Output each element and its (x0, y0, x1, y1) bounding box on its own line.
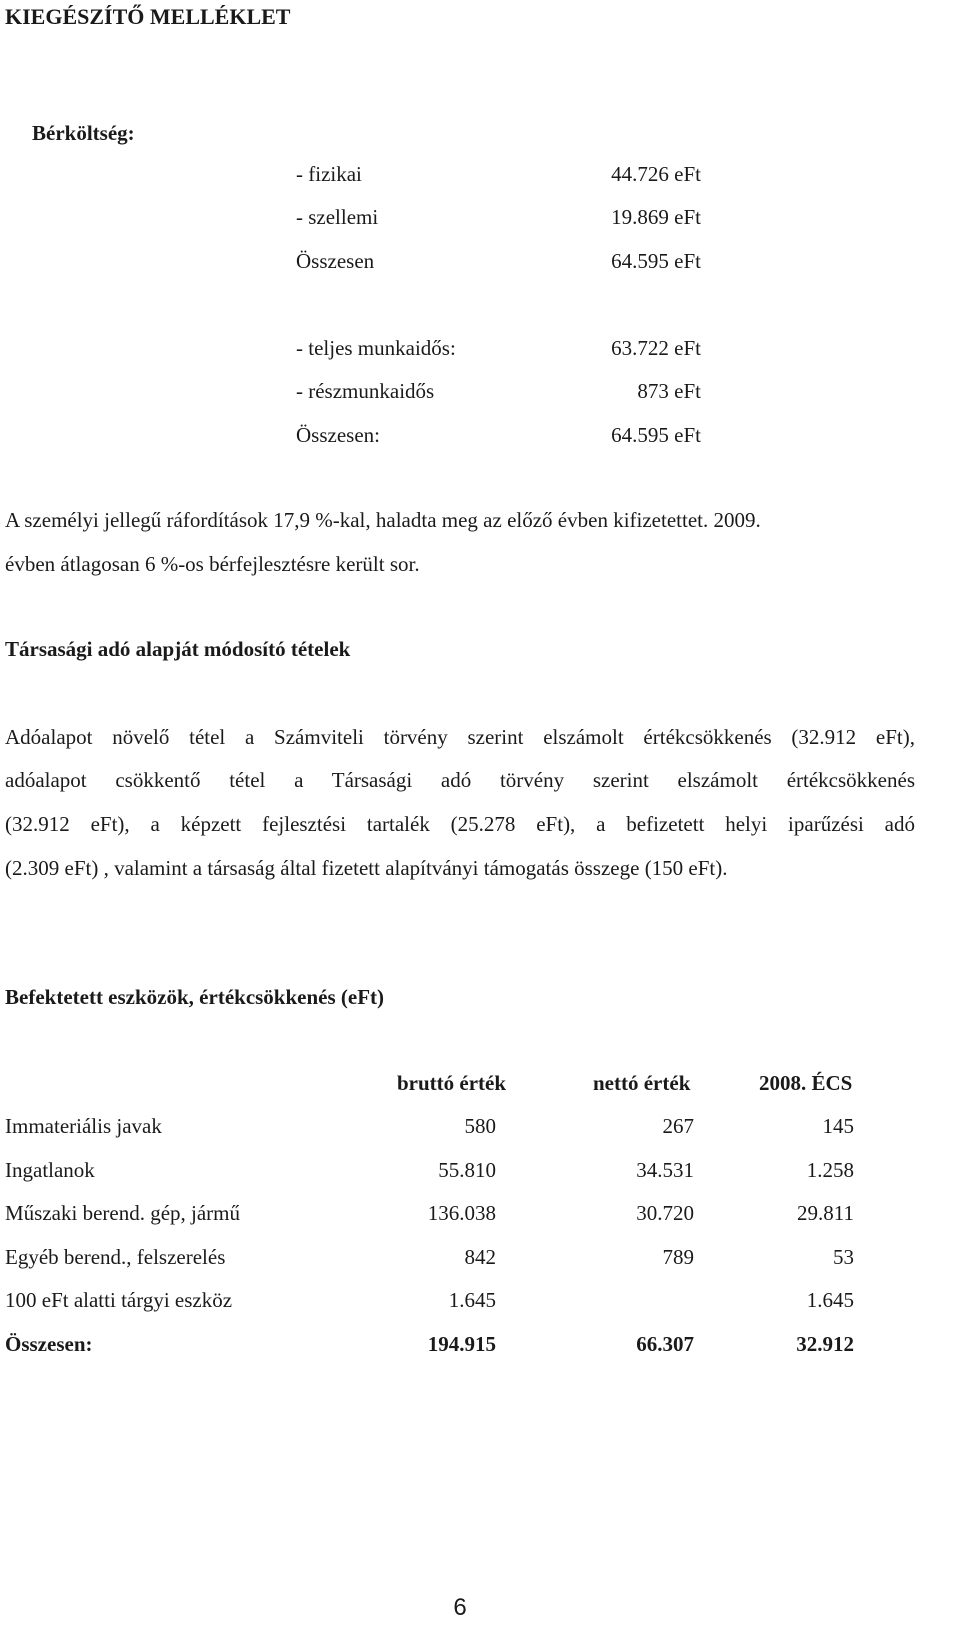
cell-ecs: 29.811 (797, 1201, 854, 1225)
page-number: 6 (453, 1594, 467, 1621)
paragraph-line: (2.309 eFt) , valamint a társaság által fizetett alapítványi támogatás összege (150 eFt). (5, 856, 728, 880)
berkoltseg-value: 63.722 eFt (611, 336, 701, 360)
berkoltseg-title: Bérköltség: (32, 121, 135, 145)
cell-ecs: 53 (833, 1245, 854, 1269)
column-header-netto: nettó érték (593, 1071, 691, 1095)
note-line: évben átlagosan 6 %-os bérfejlesztésre került sor. (5, 552, 420, 576)
cell-ecs: 1.258 (806, 1158, 854, 1182)
paragraph-line: (32.912 eFt), a képzett fejlesztési tartalék (25.278 eFt), a befizetett helyi iparűzési adó (5, 812, 915, 836)
row-label: Ingatlanok (5, 1158, 95, 1182)
berkoltseg-label: - fizikai (296, 162, 362, 186)
row-label: Műszaki berend. gép, jármű (5, 1201, 241, 1225)
berkoltseg-value: 19.869 eFt (611, 205, 701, 229)
berkoltseg-label: - teljes munkaidős: (296, 336, 456, 360)
column-header-brutto: bruttó érték (397, 1071, 507, 1095)
row-label: Egyéb berend., felszerelés (5, 1245, 226, 1269)
paragraph-line: Adóalapot növelő tétel a Számviteli törvény szerint elszámolt értékcsökkenés (32.912 eFt), (5, 725, 915, 749)
total-netto: 66.307 (636, 1332, 694, 1356)
berkoltseg-value: 873 eFt (637, 379, 701, 403)
cell-ecs: 1.645 (806, 1288, 854, 1312)
total-label: Összesen: (5, 1332, 93, 1356)
paragraph-line: adóalapot csökkentő tétel a Társasági adó törvény szerint elszámolt értékcsökkenés (5, 768, 915, 792)
berkoltseg-value: 44.726 eFt (611, 162, 701, 186)
tarsasagi-title: Társasági adó alapját módosító tételek (5, 637, 351, 661)
row-label: 100 eFt alatti tárgyi eszköz (5, 1288, 233, 1312)
cell-brutto: 842 (464, 1245, 496, 1269)
column-header-ecs: 2008. ÉCS (759, 1071, 853, 1095)
cell-netto: 30.720 (636, 1201, 694, 1225)
cell-netto: 789 (662, 1245, 694, 1269)
cell-brutto: 1.645 (448, 1288, 496, 1312)
berkoltseg-value: 64.595 eFt (611, 249, 701, 273)
cell-brutto: 580 (464, 1114, 496, 1138)
cell-ecs: 145 (822, 1114, 854, 1138)
total-brutto: 194.915 (427, 1332, 496, 1356)
berkoltseg-label: - szellemi (296, 205, 379, 229)
cell-brutto: 55.810 (438, 1158, 496, 1182)
total-ecs: 32.912 (796, 1332, 854, 1356)
berkoltseg-label: Összesen (296, 249, 375, 273)
row-label: Immateriális javak (5, 1114, 162, 1138)
cell-netto: 34.531 (636, 1158, 694, 1182)
cell-netto: 267 (662, 1114, 694, 1138)
note-line: A személyi jellegű ráfordítások 17,9 %-kal, haladta meg az előző évben kifizetettet. 2009. (5, 508, 761, 532)
cell-brutto: 136.038 (427, 1201, 496, 1225)
berkoltseg-label: - részmunkaidős (296, 379, 435, 403)
berkoltseg-value: 64.595 eFt (611, 423, 701, 447)
berkoltseg-label: Összesen: (296, 423, 380, 447)
befektetett-title: Befektetett eszközök, értékcsökkenés (eFt) (5, 985, 385, 1009)
document-heading: KIEGÉSZÍTŐ MELLÉKLET (5, 4, 291, 29)
